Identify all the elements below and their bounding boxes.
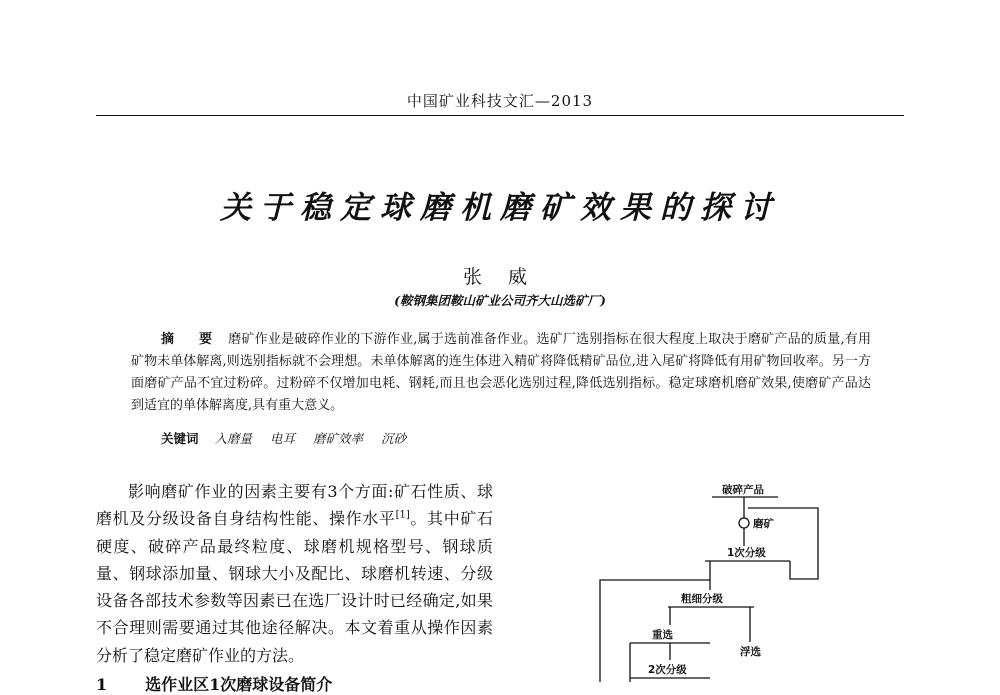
header-rule	[96, 115, 904, 116]
flow-node-coarse-fine-classification: 粗细分级	[681, 593, 723, 605]
body-paragraph	[96, 478, 493, 669]
keywords	[161, 429, 420, 447]
abstract-text: 磨矿作业是破碎作业的下游作业,属于选前准备作业。选矿厂选别指标在很大程度上取决于磨矿产品的质量,有用矿物未单体解离,则选别指标就不会理想。未单体解离的连生体进入精矿将降低精矿品位,进入尾矿将降低有用矿物回收率。另一方面磨矿产品不宜过粉碎。过粉碎不仅增加电耗、钢耗,而且也会恶化选别过程,降低选别指标。稳定球磨机磨矿效果,使磨矿产品达到适宜的单体解离度,具有重大意义。	[131, 332, 872, 413]
flow-node-grinding: 磨矿	[753, 518, 774, 530]
process-flowchart	[590, 470, 840, 682]
flow-node-classification-2: 2次分级	[648, 664, 687, 676]
keywords-label: 关键词	[161, 431, 199, 446]
body-paragraph-text: 。其中矿石硬度、破碎产品最终粒度、球磨机规格型号、钢球质量、钢球添加量、钢球大小及配比、球磨机转速、分级设备各部技术参数等因素已在选厂设计时已经确定,如果不合理则需要通过其他途径解决。本文着重从操作因素分析了稳定磨矿作业的方法。	[96, 509, 493, 665]
flow-node-flotation: 浮选	[740, 646, 761, 658]
citation-ref: [1]	[395, 509, 410, 521]
section-number: 1	[96, 675, 108, 694]
author-name: 张 威	[462, 266, 538, 288]
flow-node-classification-1: 1次分级	[727, 547, 766, 559]
author-affiliation: (鞍钢集团鞍山矿业公司齐大山选矿厂)	[394, 293, 606, 308]
section-title: 选作业区1次磨球设备简介	[145, 675, 333, 694]
abstract	[131, 329, 871, 417]
body-paragraph-text: 影响磨矿作业的因素主要有3个方面:矿石性质、球磨机及分级设备自身结构性能、操作水平	[96, 482, 493, 529]
flow-node-crushed-product: 破碎产品	[722, 484, 764, 496]
section-heading	[96, 672, 332, 695]
abstract-label: 摘 要	[161, 332, 223, 347]
flow-node-gravity-separation: 重选	[652, 629, 673, 641]
paper-title: 关于稳定球磨机磨矿效果的探讨	[220, 190, 780, 226]
keyword-item: 磨矿效率	[313, 431, 364, 446]
body-text	[96, 478, 493, 669]
keyword-item: 沉砂	[381, 431, 407, 446]
keyword-item: 入磨量	[214, 431, 253, 446]
grinding-mill-icon	[739, 518, 749, 528]
running-header: 中国矿业科技文汇—2013	[406, 92, 594, 110]
keyword-item: 电耳	[270, 431, 296, 446]
